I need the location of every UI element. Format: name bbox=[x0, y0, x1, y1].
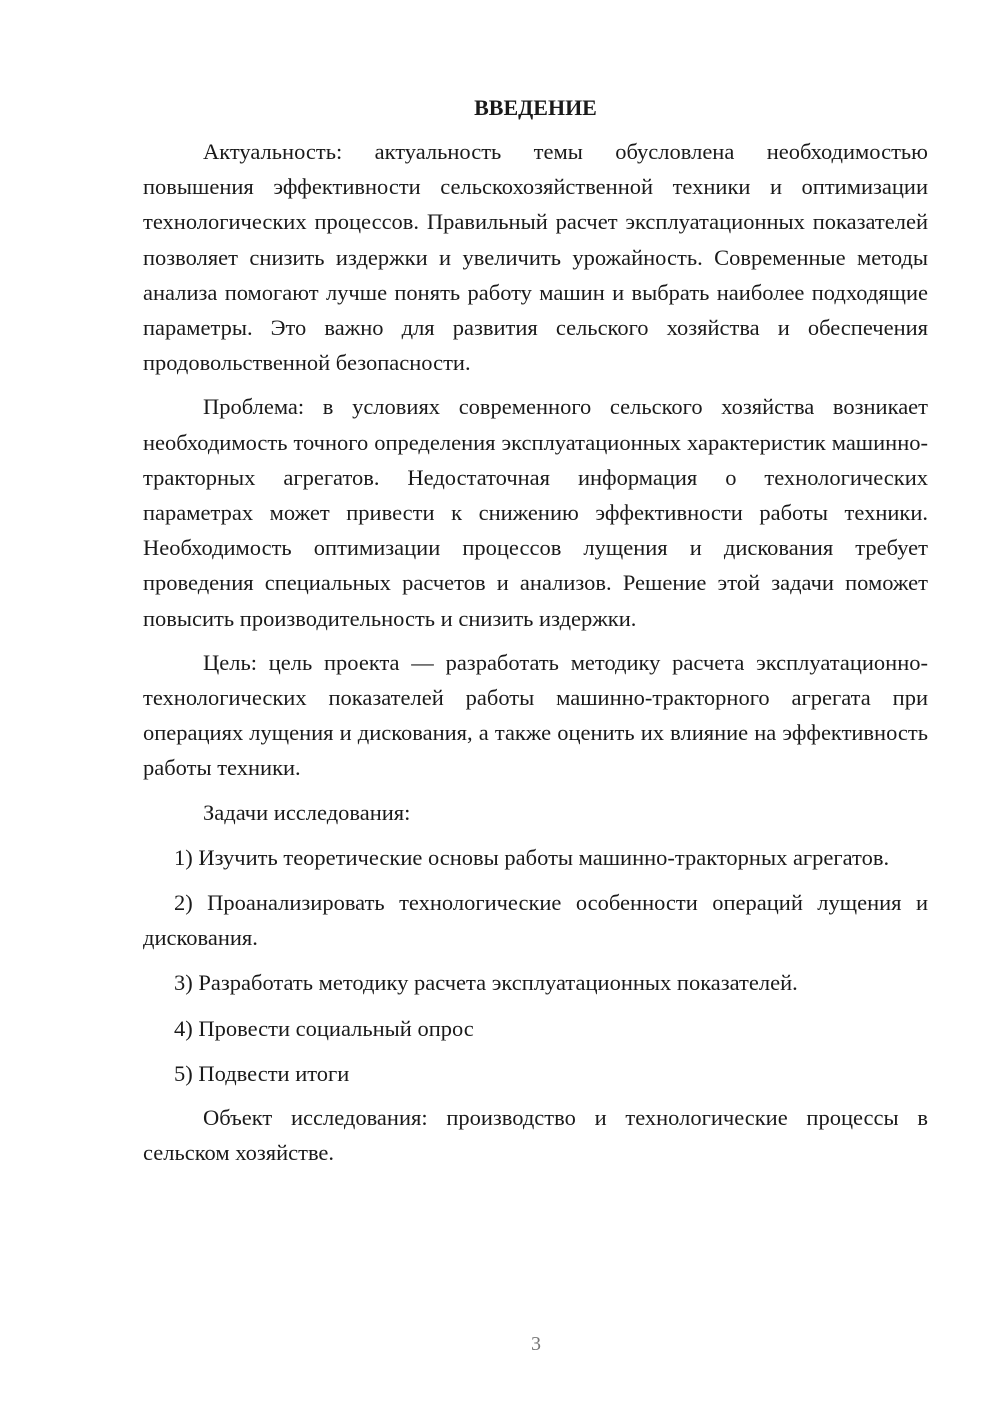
task-item-3: 3) Разработать методику расчета эксплуатационных показателей. bbox=[174, 970, 798, 996]
task-item-4: 4) Провести социальный опрос bbox=[174, 1015, 474, 1041]
task-item-2: 2) Проанализировать технологические особенности операций лущения и дискования. bbox=[143, 890, 928, 951]
paragraph-object: Объект исследования: производство и технологические процессы в сельском хозяйстве. bbox=[143, 1105, 928, 1166]
page-number: 3 bbox=[531, 1333, 541, 1355]
section-title: ВВЕДЕНИЕ bbox=[474, 95, 597, 120]
document-page bbox=[143, 90, 928, 1170]
paragraph-problem: Проблема: в условиях современного сельского хозяйства возникает необходимость точного определения эксплуатационных характеристик машинно-тракторных агрегатов. Недостаточная информация о технологических параметрах может привести к снижению эффективности работы техники. Необходимость оптимизации процессов лущения и дискования требует проведения специальных расчетов и анализов. Решение этой задачи поможет повысить производительность и снизить издержки. bbox=[143, 394, 928, 631]
task-item-1: 1) Изучить теоретические основы работы машинно-тракторных агрегатов. bbox=[174, 844, 890, 870]
task-item-5: 5) Подвести итоги bbox=[174, 1060, 350, 1086]
tasks-heading: Задачи исследования: bbox=[203, 799, 411, 825]
paragraph-goal: Цель: цель проекта — разработать методику расчета эксплуатационно-технологических показателей работы машинно-тракторного агрегата при операциях лущения и дискования, а также оценить их влияние на эффективность работы техники. bbox=[143, 649, 928, 781]
paragraph-relevance: Актуальность: актуальность темы обусловлена необходимостью повышения эффективности сельскохозяйственной техники и оптимизации технологических процессов. Правильный расчет эксплуатационных показателей позволяет снизить издержки и увеличить урожайность. Современные методы анализа помогают лучше понять работу машин и выбрать наиболее подходящие параметры. Это важно для развития сельского хозяйства и обеспечения продовольственной безопасности. bbox=[143, 139, 928, 376]
